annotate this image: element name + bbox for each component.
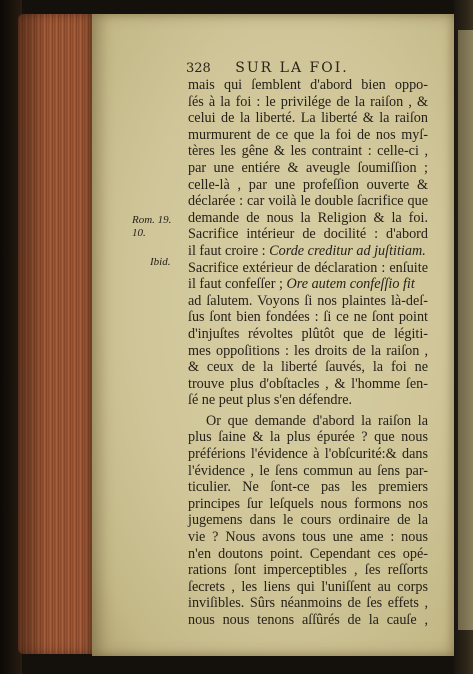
text-line: ſés à la foi : le privilége de la raiſon , & (188, 93, 428, 110)
text-line: inviſibles. Sûrs néanmoins de ſes effets , (188, 595, 428, 612)
text-line: plus ſaine & la plus épurée ? que nous (188, 429, 428, 446)
text-line: trouve plus d'obſtacles , & l'homme ſen- (188, 375, 428, 392)
text-line: ſecrets , les liens qui l'uniſſent au corps (188, 578, 428, 595)
margin-note-rom (132, 214, 171, 240)
page-number: 328 (186, 61, 211, 76)
facing-page-edge (458, 30, 473, 630)
text-line: celui de la liberté. La liberté & la raiſon (188, 110, 428, 127)
margin-note-ibid-text: Ibid. (150, 256, 171, 268)
text-line: l'évidence , le ſens commun au ſens par- (188, 462, 428, 479)
margin-note-rom-line1: Rom. 19. (132, 214, 172, 226)
text-line: ad ſalutem. Voyons ſi nos plaintes là-deſ- (188, 292, 428, 309)
text-line: Sacrifice extérieur de déclaration : enſuite (188, 259, 428, 276)
margin-note-rom-line2: 10. (132, 227, 146, 239)
text-line: mes oppoſitions : les droits de la raiſon , (188, 342, 428, 359)
text-line: murmurent de ce que la foi de nos myſ- (188, 126, 428, 143)
text-line: tères les gêne & les contraint : celle-ci , (188, 143, 428, 160)
text-line: Sacrifice intérieur de docilité : d'abord (188, 226, 428, 243)
text-line: ſus ſont bien fondées : ſi ce ne ſont point (188, 309, 428, 326)
text-line: préférions l'évidence à l'obſcurité:& dans (188, 446, 428, 463)
text-line: n'en doutons point. Cependant ces opé- (188, 545, 428, 562)
margin-note-ibid (150, 256, 170, 269)
text-line: d'injuſtes révoltes plûtôt que de légiti- (188, 325, 428, 342)
running-title: SUR LA FOI. (235, 60, 349, 76)
text-line: principes ſur leſquels nous formons nos (188, 495, 428, 512)
text-line: ticulier. Ne ſont-ce pas les premiers (188, 479, 428, 496)
text-line: par une entiére & aveugle ſoumiſſion ; (188, 159, 428, 176)
latin-quote-2: Ore autem confeſſio fit (286, 276, 415, 293)
page-edges-shadow (18, 14, 98, 654)
text-line: demande de nous la Religion & la foi. (188, 209, 428, 226)
text-line: mais qui ſemblent d'abord bien oppo- (188, 77, 428, 93)
text-line-with-quote (188, 243, 428, 260)
text-line-with-quote (188, 276, 428, 293)
text-line: ſé ne peut plus s'en défendre. (188, 392, 353, 409)
body-text (188, 77, 428, 629)
text-line: jugemens dans le cours ordinaire de la (188, 512, 428, 529)
text-line: il faut confeſſer ; (188, 276, 287, 293)
text-line: nous nous tenons aſſûrés de la cauſe , (188, 612, 428, 628)
text-line: & ceux de la liberté ſauvés, la foi ne (188, 359, 428, 376)
text-line: il faut croire : (188, 242, 270, 259)
text-line: Or que demande d'abord la raiſon la (206, 412, 428, 429)
text-line: vie ? Nous avons tous une ame : nous (188, 529, 428, 546)
latin-quote-1: Corde creditur ad juſtitiam. (269, 242, 426, 259)
text-line: celle-là , par une profeſſion ouverte & (188, 176, 428, 193)
running-header (186, 60, 349, 76)
text-line: déclarée : car voilà le double ſacrifice que (188, 193, 428, 210)
text-line: rations ſont imperceptibles , ſes reſſorts (188, 562, 428, 579)
